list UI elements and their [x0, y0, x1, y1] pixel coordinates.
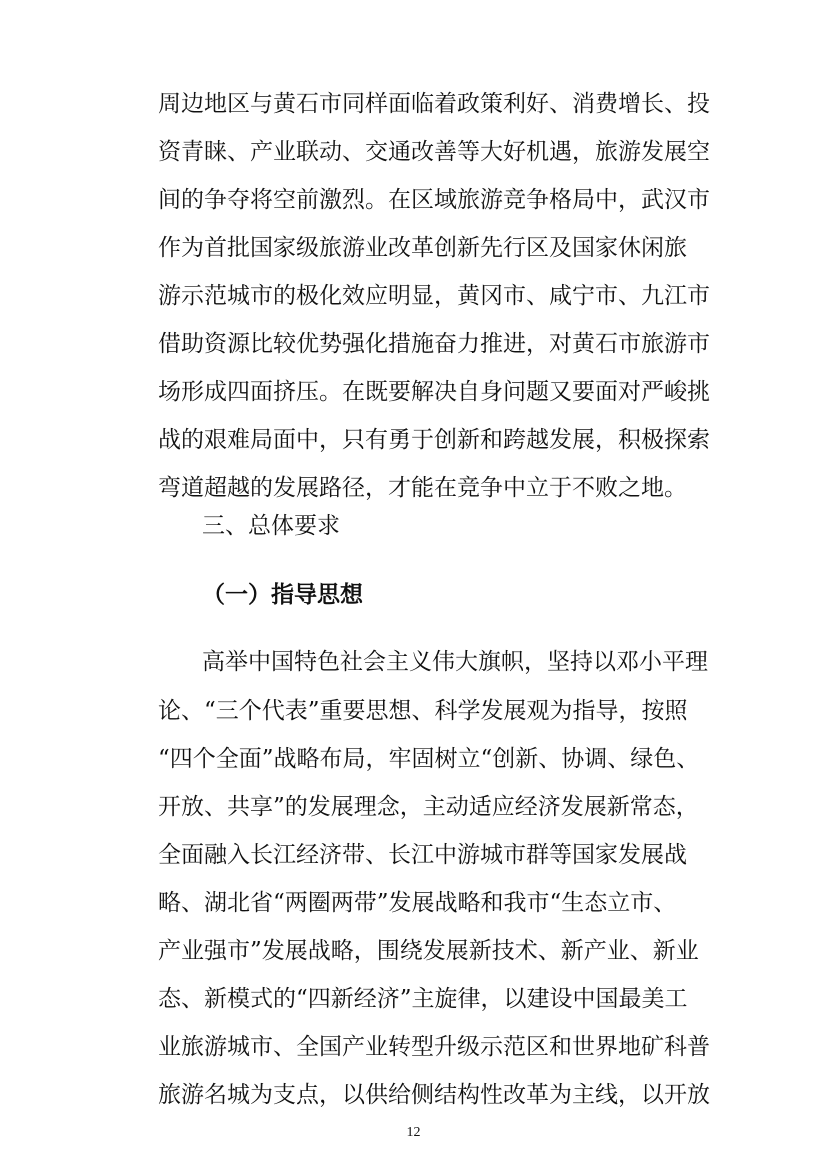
paragraph-2-line-7: 产业强市”发展战略，围绕发展新技术、新产业、新业 — [158, 938, 699, 964]
paragraph-1-line-1: 周边地区与黄石市同样面临着政策利好、消费增长、投 — [158, 91, 710, 117]
paragraph-2-line-10: 旅游名城为支点，以供给侧结构性改革为主线，以开放 — [158, 1082, 710, 1108]
paragraph-1-line-7: 场形成四面挤压。在既要解决自身问题又要面对严峻挑 — [158, 379, 710, 405]
paragraph-1-line-9: 弯道超越的发展路径，才能在竞争中立于不败之地。 — [158, 475, 687, 501]
page-number: 12 — [406, 1125, 421, 1140]
paragraph-2-line-8: 态、新模式的“四新经济”主旋律，以建设中国最美工 — [158, 986, 688, 1012]
paragraph-1-line-6: 借助资源比较优势强化措施奋力推进，对黄石市旅游市 — [158, 331, 710, 357]
paragraph-1-line-8: 战的艰难局面中，只有勇于创新和跨越发展，积极探索 — [158, 427, 710, 453]
subsection-heading: （一）指导思想 — [202, 582, 363, 608]
paragraph-1-line-2: 资青睐、产业联动、交通改善等大好机遇，旅游发展空 — [158, 139, 710, 165]
paragraph-2-line-2: 论、“三个代表”重要思想、科学发展观为指导，按照 — [158, 698, 688, 724]
paragraph-1-line-3: 间的争夺将空前激烈。在区域旅游竞争格局中，武汉市 — [158, 187, 710, 213]
paragraph-2-line-6: 略、湖北省“两圈两带”发展战略和我市“生态立市、 — [158, 890, 677, 916]
paragraph-2-line-9: 业旅游城市、全国产业转型升级示范区和世界地矿科普 — [158, 1034, 710, 1060]
paragraph-2-line-1: 高举中国特色社会主义伟大旗帜，坚持以邓小平理 — [202, 649, 708, 675]
paragraph-2-line-3: “四个全面”战略布局，牢固树立“创新、协调、绿色、 — [158, 746, 700, 772]
section-heading: 三、总体要求 — [202, 513, 340, 539]
paragraph-2-line-5: 全面融入长江经济带、长江中游城市群等国家发展战 — [158, 842, 687, 868]
paragraph-2-line-4: 开放、共享”的发展理念，主动适应经济发展新常态， — [158, 794, 699, 820]
paragraph-1-line-5: 游示范城市的极化效应明显，黄冈市、咸宁市、九江市 — [158, 283, 710, 309]
paragraph-1-line-4: 作为首批国家级旅游业改革创新先行区及国家休闲旅 — [158, 235, 687, 261]
